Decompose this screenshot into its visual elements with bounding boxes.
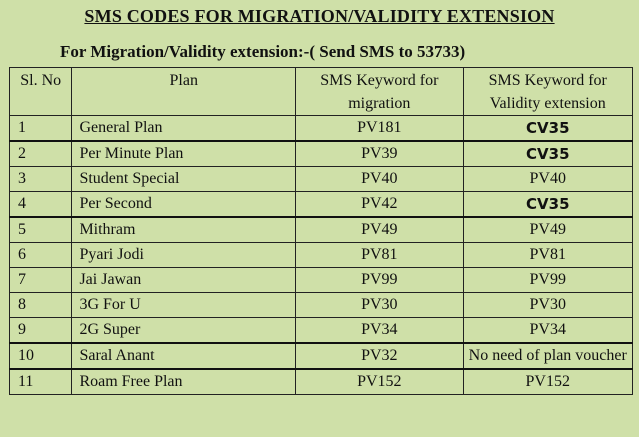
table-row xyxy=(10,293,633,318)
cell-sl-no: 4 xyxy=(10,192,72,218)
cell-plan-name: 2G Super xyxy=(72,318,296,344)
cell-plan-name: 3G For U xyxy=(72,293,296,318)
cell-sl-no: 5 xyxy=(10,217,72,243)
table-row xyxy=(10,192,633,218)
table-row xyxy=(10,243,633,268)
cell-migration-keyword: PV34 xyxy=(296,318,463,344)
cell-validity-keyword: CV35 xyxy=(463,116,632,142)
table-row xyxy=(10,141,633,167)
cell-validity-keyword: PV152 xyxy=(463,369,632,395)
header-plan: Plan xyxy=(72,68,296,116)
cell-sl-no: 11 xyxy=(10,369,72,395)
cell-migration-keyword: PV181 xyxy=(296,116,463,142)
table-row xyxy=(10,116,633,142)
cell-migration-keyword: PV81 xyxy=(296,243,463,268)
table-row xyxy=(10,343,633,369)
cell-migration-keyword: PV32 xyxy=(296,343,463,369)
cell-plan-name: General Plan xyxy=(72,116,296,142)
cell-sl-no: 10 xyxy=(10,343,72,369)
cell-sl-no: 6 xyxy=(10,243,72,268)
page-title: SMS CODES FOR MIGRATION/VALIDITY EXTENSION xyxy=(84,6,555,26)
cell-validity-keyword: PV81 xyxy=(463,243,632,268)
cell-validity-keyword: PV99 xyxy=(463,268,632,293)
cell-validity-keyword: PV49 xyxy=(463,217,632,243)
cell-validity-keyword: PV40 xyxy=(463,167,632,192)
sms-codes-table xyxy=(9,67,633,395)
cell-validity-keyword: PV34 xyxy=(463,318,632,344)
cell-validity-keyword: No need of plan voucher xyxy=(463,343,632,369)
table-row xyxy=(10,369,633,395)
table-body xyxy=(10,116,633,395)
cell-validity-keyword: CV35 xyxy=(463,192,632,218)
cell-sl-no: 2 xyxy=(10,141,72,167)
cell-plan-name: Per Second xyxy=(72,192,296,218)
table-row xyxy=(10,318,633,344)
cell-migration-keyword: PV99 xyxy=(296,268,463,293)
cell-sl-no: 3 xyxy=(10,167,72,192)
header-sl-no: Sl. No xyxy=(10,68,72,116)
cell-migration-keyword: PV152 xyxy=(296,369,463,395)
cell-plan-name: Mithram xyxy=(72,217,296,243)
cell-migration-keyword: PV42 xyxy=(296,192,463,218)
cell-migration-keyword: PV39 xyxy=(296,141,463,167)
cell-sl-no: 7 xyxy=(10,268,72,293)
header-validity-keyword: SMS Keyword for Validity extension xyxy=(463,68,632,116)
cell-migration-keyword: PV30 xyxy=(296,293,463,318)
cell-plan-name: Pyari Jodi xyxy=(72,243,296,268)
cell-plan-name: Roam Free Plan xyxy=(72,369,296,395)
cell-migration-keyword: PV49 xyxy=(296,217,463,243)
cell-validity-keyword: PV30 xyxy=(463,293,632,318)
cell-validity-keyword: CV35 xyxy=(463,141,632,167)
page-subtitle: For Migration/Validity extension:-( Send SMS to 53733) xyxy=(60,42,466,61)
header-migration-keyword: SMS Keyword for migration xyxy=(296,68,463,116)
table-row xyxy=(10,268,633,293)
cell-plan-name: Student Special xyxy=(72,167,296,192)
cell-plan-name: Per Minute Plan xyxy=(72,141,296,167)
cell-sl-no: 9 xyxy=(10,318,72,344)
cell-migration-keyword: PV40 xyxy=(296,167,463,192)
cell-plan-name: Jai Jawan xyxy=(72,268,296,293)
table-header-row xyxy=(10,68,633,116)
table-row xyxy=(10,167,633,192)
table-row xyxy=(10,217,633,243)
cell-sl-no: 1 xyxy=(10,116,72,142)
cell-plan-name: Saral Anant xyxy=(72,343,296,369)
cell-sl-no: 8 xyxy=(10,293,72,318)
